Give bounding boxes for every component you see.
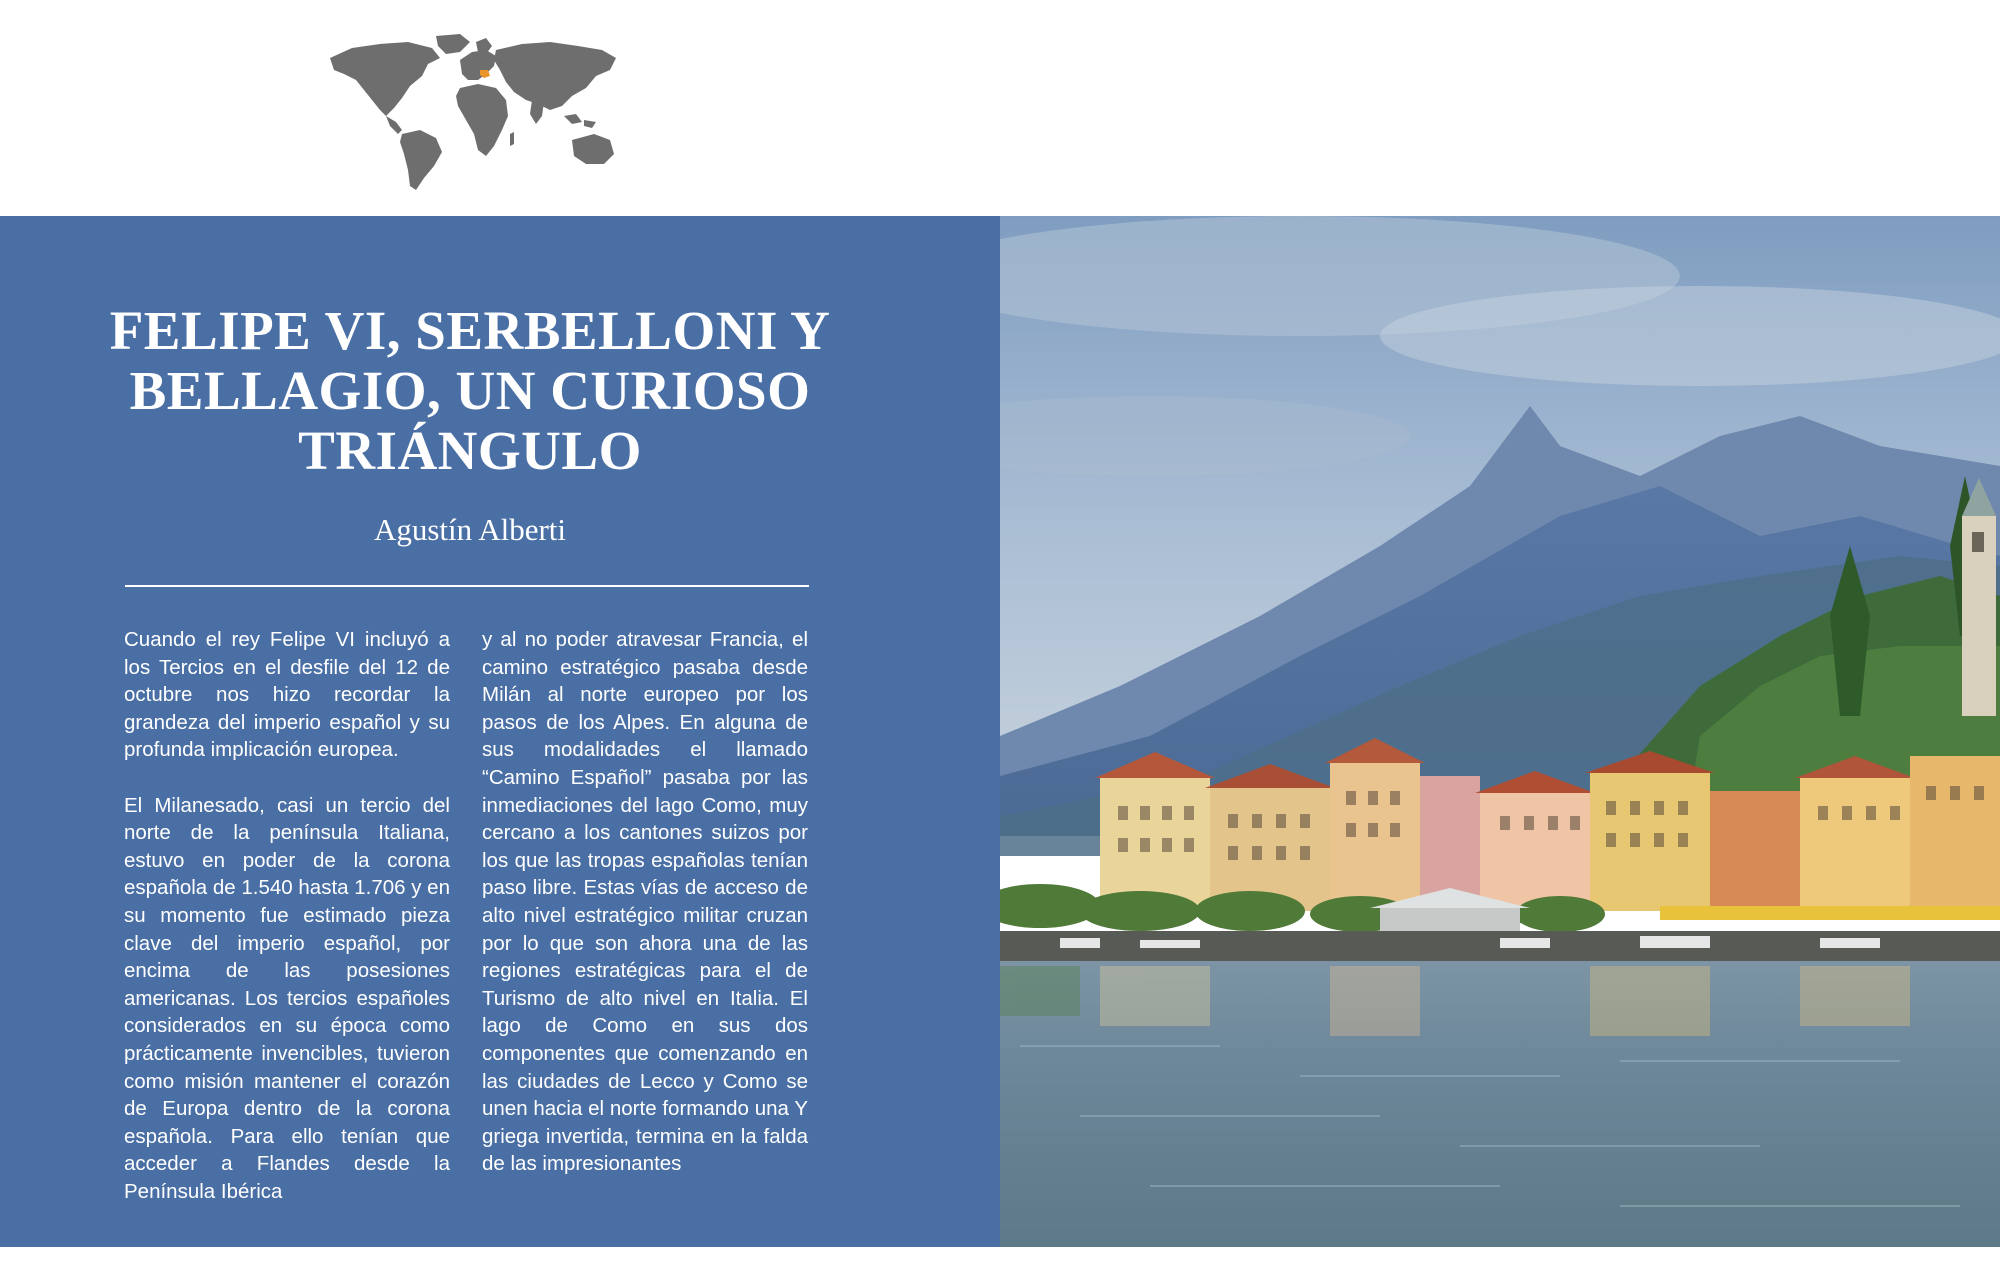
title-line-3: TRIÁNGULO xyxy=(298,420,642,481)
article-column-1 xyxy=(124,626,450,1233)
title-line-2: BELLAGIO, UN CURIOSO xyxy=(129,360,811,421)
article-title xyxy=(60,301,880,481)
paragraph: El Milanesado, casi un tercio del norte de la península Italiana, estuvo en poder de la corona española de 1.540 hasta 1.706 y en su momento fue estimado pieza clave del imperio español, por encima de las posesiones americanas. Los tercios españoles considerados en su época como prácticamente invencibles, tuvieron como misión mantener el corazón de Europa dentro de la corona española. Para ello tenían que acceder a Flandes desde la Península Ibérica xyxy=(124,793,450,1203)
title-line-1: FELIPE VI, SERBELLONI Y xyxy=(109,300,831,361)
paragraph: y al no poder atravesar Francia, el camino estratégico pasaba desde Milán al norte europeo por los pasos de los Alpes. En alguna de sus modalidades el llamado “Camino Español” pasaba por las inmediaciones del lago Como, muy cercano a los cantones suizos por los que las tropas españolas tenían paso libre. Estas vías de acceso de alto nivel estratégico militar cruzan por lo que son ahora una de las regiones estratégicas para el de Turismo de alto nivel en Italia. El lago de Como en sus dos componentes que comenzando en las ciudades de Lecco y Como se unen hacia el norte formando una Y griega invertida, termina en la falda de las impresionantes xyxy=(482,628,808,1176)
page-bottom-margin xyxy=(0,1247,2000,1263)
paragraph: Cuando el rey Felipe VI incluyó a los Tercios en el desfile del 12 de octubre nos hizo recordar la grandeza del imperio español y su profunda implicación europea. xyxy=(124,628,450,762)
lakeside-town-photo xyxy=(1000,216,2000,1247)
article-column-2 xyxy=(482,626,808,1205)
article-author: Agustín Alberti xyxy=(373,512,567,547)
world-map-icon xyxy=(310,30,625,195)
article-panel xyxy=(0,216,1000,1247)
divider xyxy=(125,585,809,587)
